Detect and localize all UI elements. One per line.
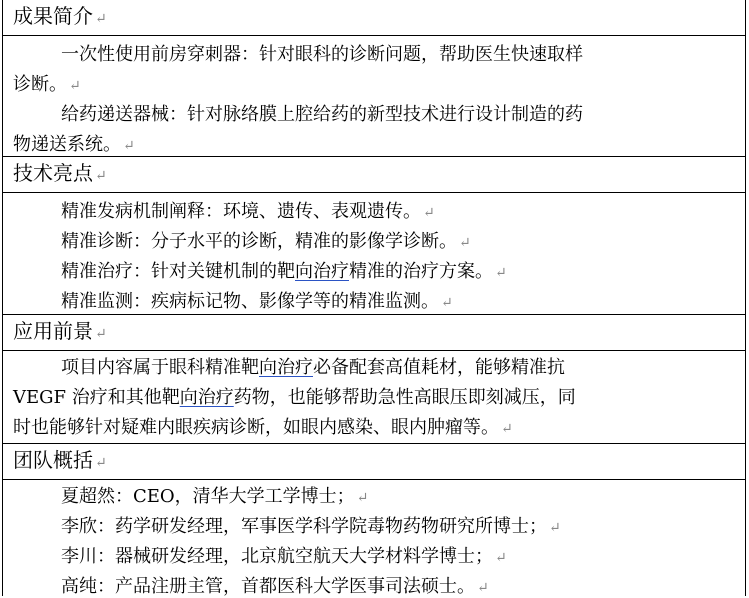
paragraph-line: 高纯：产品注册主管，首都医科大学医事司法硕士。 (61, 576, 475, 597)
paragraph-line: 给药递送器械：针对脉络膜上腔给药的新型技术进行设计制造的药 (61, 104, 583, 125)
paragraph-line: 物递送系统。 (13, 134, 121, 155)
underlined-term: 向治疗 (259, 357, 313, 378)
section-header-highlights (3, 157, 745, 193)
paragraph-line: 一次性使用前房穿刺器：针对眼科的诊断问题，帮助医生快速取样 (61, 44, 583, 65)
paragraph-line: 精准诊断：分子水平的诊断，精准的影像学诊断。 (61, 231, 457, 252)
paragraph-mark: ↵ (441, 295, 453, 311)
paragraph-mark: ↵ (495, 265, 507, 281)
paragraph-mark: ↵ (356, 490, 369, 506)
paragraph-mark: ↵ (423, 205, 435, 221)
paragraph-mark: ↵ (95, 11, 107, 27)
paragraph-mark: ↵ (95, 326, 107, 342)
paragraph-mark: ↵ (459, 235, 471, 251)
paragraph-line: 夏超然：CEO，清华大学工学博士； (61, 486, 355, 507)
paragraph-line: 精准监测：疾病标记物、影像学等的精准监测。 (61, 291, 439, 312)
paragraph-line: 精准治疗：针对关键机制的靶 (61, 261, 295, 282)
paragraph-line: 李欣：药学研发经理，军事医学科学院毒物药物研究所博士； (61, 516, 547, 537)
paragraph-mark: ↵ (95, 168, 107, 184)
paragraph-line: 精准发病机制阐释：环境、遗传、表观遗传。 (61, 201, 421, 222)
section-header-achievements (3, 0, 745, 36)
section-body-team (3, 480, 745, 596)
paragraph-mark: ↵ (549, 520, 561, 536)
paragraph-line: 必备配套高值耗材，能够精准抗 (313, 357, 565, 378)
paragraph-line: 时也能够针对疑难内眼疾病诊断，如眼内感染、眼内肿瘤等。 (13, 417, 499, 438)
section-title: 应用前景 (13, 319, 93, 343)
paragraph-mark: ↵ (95, 455, 107, 471)
section-body-highlights (3, 193, 745, 315)
section-body-prospects (3, 351, 745, 444)
paragraph-line: 精准的治疗方案。 (349, 261, 493, 282)
section-title: 团队概括 (13, 448, 93, 472)
paragraph-line: 项目内容属于眼科精准靶 (61, 357, 259, 378)
paragraph-line: 药物，也能够帮助急性高眼压即刻减压，同 (233, 387, 576, 408)
paragraph-line: 诊断。 (13, 74, 67, 95)
document-table (2, 0, 746, 596)
paragraph-line: VEGF 治疗和其他靶 (13, 387, 180, 408)
paragraph-mark: ↵ (501, 421, 513, 437)
underlined-term: 向治疗 (179, 387, 234, 408)
section-title: 成果简介 (13, 4, 93, 28)
underlined-term: 向治疗 (295, 261, 349, 282)
section-header-prospects (3, 315, 745, 351)
section-header-team (3, 444, 745, 480)
paragraph-line: 李川：器械研发经理，北京航空航天大学材料学博士； (61, 546, 493, 567)
paragraph-mark: ↵ (495, 550, 507, 566)
paragraph-mark: ↵ (477, 580, 489, 596)
section-body-achievements (3, 36, 745, 157)
paragraph-mark: ↵ (123, 138, 135, 154)
section-title: 技术亮点 (13, 161, 93, 185)
paragraph-mark: ↵ (69, 78, 81, 94)
